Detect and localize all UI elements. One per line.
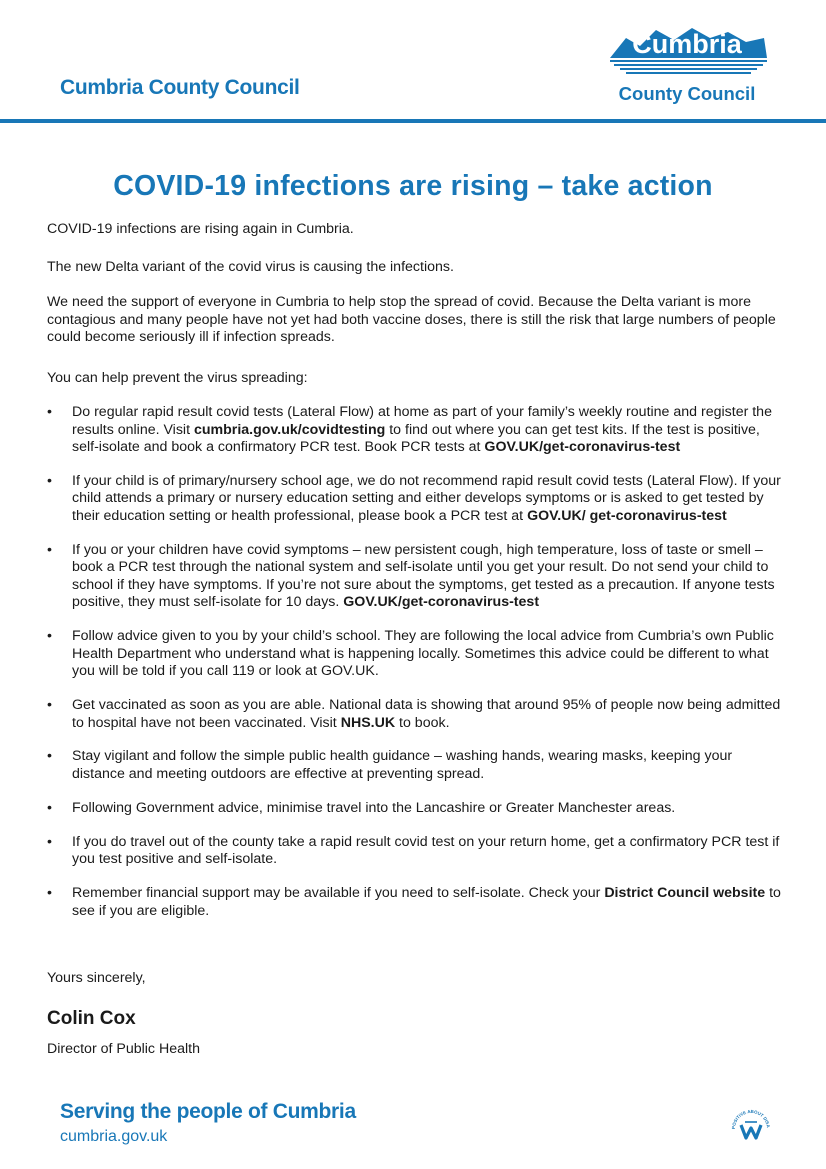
- advice-text: to book.: [395, 714, 450, 731]
- intro-paragraph: We need the support of everyone in Cumbria to help stop the spread of covid. Because the Delta variant is more contagious and many people have not yet had both vaccine doses, there is still the risk that large numbers of people could become seriously ill if infection spreads.: [47, 294, 776, 345]
- advice-text: to see if you are eligible.: [72, 885, 781, 919]
- advice-item: [47, 542, 787, 612]
- bullet-icon: •: [47, 697, 52, 714]
- bullet-icon: •: [47, 404, 52, 420]
- advice-item: [47, 800, 787, 818]
- advice-link-text[interactable]: cumbria.gov.uk/covidtesting: [193, 421, 386, 438]
- advice-text: Stay vigilant and follow the simple public health guidance – washing hands, wearing masks, keeping your distance and meeting outdoors are effective at preventing spread.: [72, 748, 733, 782]
- bullet-icon: •: [47, 472, 52, 489]
- advice-text: Remember financial support may be available if you need to self-isolate. Check your: [72, 885, 605, 902]
- advice-text: Do regular rapid result covid tests (Lateral Flow) at home as part of your family’s weekly routine and register the results online. Visit: [72, 404, 772, 438]
- advice-item: [47, 697, 787, 732]
- advice-text: If your child is of primary/nursery school age, we do not recommend rapid result covid tests (Lateral Flow). If your child attends a primary or nursery education setting and either develops symptoms or is asked to get tested by their education setting or health professional, please book a PCR test at: [72, 472, 781, 524]
- advice-text: If you or your children have covid symptoms – new persistent cough, high temperature, loss of taste or smell – book a PCR test through the national system and self-isolate until you get your result. Do not send your child to school if they have symptoms. If you’re not sure about the symptoms, get tested as a precaution. If anyone tests positive, they must self-isolate for 10 days.: [72, 541, 775, 611]
- signatory-name: Colin Cox: [47, 1008, 136, 1029]
- footer-tagline: Serving the people of Cumbria: [60, 1100, 356, 1123]
- cumbria-logo: [604, 24, 770, 104]
- disability-badge-icon: [729, 1107, 773, 1147]
- svg-text:County Council: County Council: [618, 83, 756, 104]
- page-title: COVID-19 infections are rising – take action: [113, 170, 713, 202]
- header-rule: [0, 119, 826, 123]
- advice-link-text[interactable]: District Council website: [604, 885, 766, 902]
- advice-item: [47, 834, 787, 869]
- advice-text: Following Government advice, minimise travel into the Lancashire or Greater Manchester areas.: [72, 799, 676, 816]
- header-org-name: Cumbria County Council: [60, 76, 300, 99]
- intro-paragraph: You can help prevent the virus spreading:: [47, 370, 308, 386]
- bullet-icon: •: [47, 833, 52, 850]
- bullet-icon: •: [47, 748, 52, 765]
- advice-link-text[interactable]: GOV.UK/ get-coronavirus-test: [527, 507, 727, 524]
- bullet-icon: •: [47, 541, 52, 558]
- advice-link-text[interactable]: NHS.UK: [340, 714, 396, 731]
- svg-text:POSITIVE ABOUT DISABLED PEOPLE: POSITIVE ABOUT DISA: [730, 1108, 771, 1130]
- advice-item: [47, 885, 787, 920]
- bullet-icon: •: [47, 799, 52, 816]
- advice-link-text[interactable]: GOV.UK/get-coronavirus-test: [484, 439, 681, 455]
- intro-paragraph: The new Delta variant of the covid virus is causing the infections.: [47, 259, 454, 275]
- bullet-icon: •: [47, 885, 52, 902]
- signatory-role: Director of Public Health: [47, 1041, 200, 1057]
- advice-item: [47, 473, 787, 526]
- advice-text: Follow advice given to you by your child’s school. They are following the local advice from Cumbria’s own Public Health Department who understand what is happening locally. Sometimes this advice could be different to what you will be told if you call 119 or look at GOV.UK.: [72, 628, 774, 680]
- advice-text: to find out where you can get test kits. If the test is positive, self-isolate and book a confirmatory PCR test. Book PCR tests at: [72, 421, 760, 455]
- advice-link-text[interactable]: GOV.UK/get-coronavirus-test: [343, 594, 540, 611]
- advice-item: [47, 748, 787, 783]
- advice-item: [47, 628, 787, 681]
- footer-url[interactable]: cumbria.gov.uk: [60, 1128, 168, 1145]
- advice-item: [47, 404, 787, 457]
- bullet-icon: •: [47, 628, 52, 645]
- advice-list: [47, 404, 787, 937]
- advice-text: Get vaccinated as soon as you are able. National data is showing that around 95% of people now being admitted to hospital have not been vaccinated. Visit: [72, 697, 781, 731]
- closing-text: Yours sincerely,: [47, 970, 146, 986]
- advice-text: If you do travel out of the county take a rapid result covid test on your return home, get a confirmatory PCR test if you test positive and self-isolate.: [72, 833, 780, 868]
- intro-paragraph: COVID-19 infections are rising again in Cumbria.: [47, 221, 354, 237]
- svg-text:Cumbria: Cumbria: [632, 29, 742, 59]
